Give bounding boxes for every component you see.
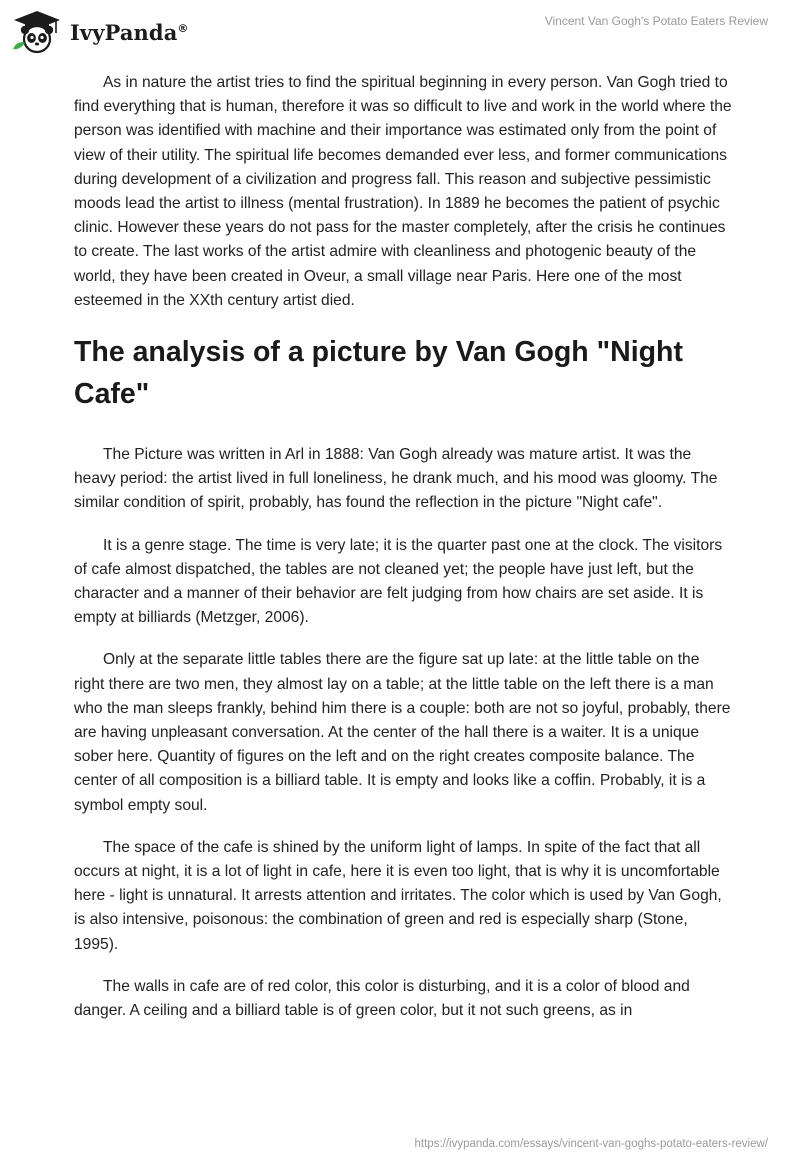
registered-mark: ®	[177, 21, 189, 35]
paragraph: As in nature the artist tries to find the spiritual beginning in every person. Van Gogh tried to find everything that is human, therefore it was so difficult to live and work in the world where the person was identified with machine and their importance was estimated only from the point of view of their utility. The spiritual life becomes demanded ever less, and former communications during development of a civilization and progress fall. This reason and subjective pessimistic moods lead the artist to illness (mental frustration). In 1889 he becomes the patient of psychic clinic. However these years do not pass for the master completely, after the crisis he continues to create. The last works of the artist admire with cleanliness and photogenic beauty of the world, they have been created in Oveur, a small village near Paris. Here one of the most esteemed in the XXth century artist died.	[74, 74, 732, 309]
panda-graduate-logo-icon	[10, 9, 64, 55]
brand-name: IvyPanda®	[70, 19, 189, 45]
paragraph: The Picture was written in Arl in 1888: Van Gogh already was mature artist. It was the heavy period: the artist lived in full loneliness, he drank much, and his mood was gloomy. The similar condition of spirit, probably, has found the reflection in the picture "Night cafe".	[74, 446, 718, 512]
document-title: Vincent Van Gogh's Potato Eaters Review	[544, 14, 768, 28]
page-header	[0, 0, 800, 64]
paragraph: The space of the cafe is shined by the uniform light of lamps. In spite of the fact that all occurs at night, it is a lot of light in cafe, here it is even too light, that is why it is uncomfortable here - light is unnatural. It arrests attention and irritates. The color which is used by Van Gogh, is also intensive, poisonous: the combination of green and red is especially sharp (Stone, 1995).	[74, 838, 722, 953]
paragraph: It is a genre stage. The time is very late; it is the quarter past one at the clock. The visitors of cafe almost dispatched, the tables are not cleaned yet; the people have just left, but the character and a manner of their behavior are felt judging from how chairs are set aside. It is empty at billiards (Metzger, 2006).	[74, 536, 723, 627]
essay-content	[74, 71, 734, 1041]
section-heading: The analysis of a picture by Van Gogh "Night Cafe"	[74, 336, 683, 411]
source-url[interactable]: https://ivypanda.com/essays/vincent-van-goghs-potato-eaters-review/	[414, 1138, 768, 1150]
brand-logo[interactable]	[10, 8, 189, 56]
paragraph: The walls in cafe are of red color, this color is disturbing, and it is a color of blood and danger. A ceiling and a billiard table is of green color, but it not such greens, as in	[74, 977, 690, 1020]
paragraph: Only at the separate little tables there are the figure sat up late: at the little table on the right there are two men, they almost lay on a table; at the little table on the left there is a man who the man sleeps frankly, behind him there is a couple: both are not so joyful, probably, there are having unpleasant conversation. At the center of the hall there is a waiter. It is a unique sober here. Quantity of figures on the left and on the right creates composite balance. The center of all composition is a billiard table. It is empty and looks like a coffin. Probably, it is a symbol empty soul.	[74, 651, 731, 814]
